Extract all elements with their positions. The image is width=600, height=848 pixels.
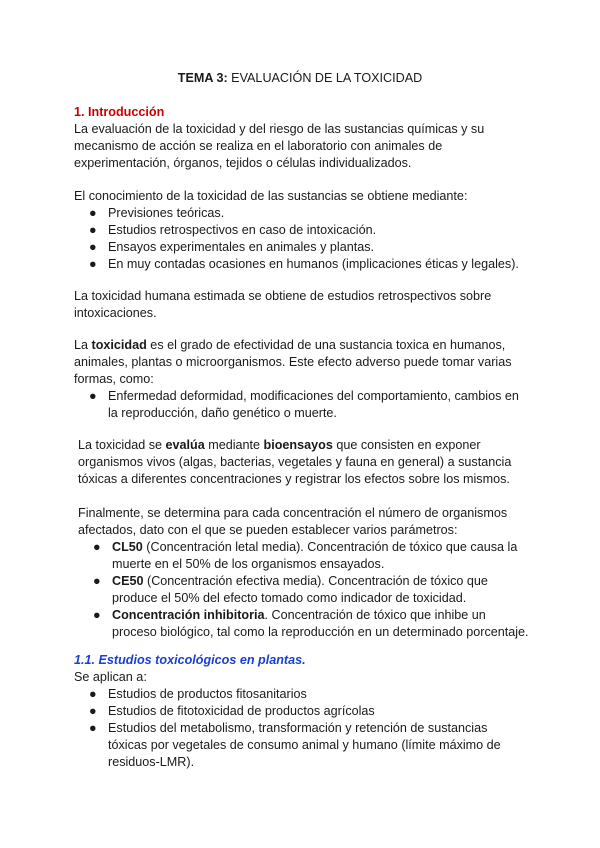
- list-item: ● En muy contadas ocasiones en humanos (implicaciones éticas y legales).: [89, 257, 519, 271]
- evaluation-block: [78, 437, 530, 488]
- term-evalua: evalúa: [165, 438, 205, 452]
- human-tox-block: [74, 288, 530, 322]
- title-bold: TEMA 3:: [177, 71, 228, 85]
- parameters-list: [78, 539, 530, 641]
- list-item: ● Estudios de productos fitosanitarios: [89, 687, 307, 701]
- list-item: ● Estudios de fitotoxicidad de productos agrícolas: [89, 704, 375, 718]
- intro-block: [74, 104, 530, 172]
- knowledge-block: [74, 188, 530, 273]
- plants-lead: Se aplican a:: [74, 670, 147, 684]
- plants-block: [74, 652, 530, 771]
- bullet-icon: ●: [89, 223, 97, 237]
- definition-list: [74, 388, 530, 422]
- bullet-icon: ●: [89, 206, 97, 220]
- intro-paragraph: La evaluación de la toxicidad y del riesgo de las sustancias químicas y su mecanismo de acción se realiza en el laboratorio con animales de experimentación, órganos, tejidos o células individualizados.: [74, 122, 485, 170]
- parameters-block: [78, 505, 530, 641]
- list-item: ● CE50 (Concentración efectiva media). Concentración de tóxico que produce el 50% del efecto tomado como indicador de toxicidad.: [93, 574, 488, 605]
- list-item: ● Estudios retrospectivos en caso de intoxicación.: [89, 223, 377, 237]
- list-item: ● Concentración inhibitoria. Concentración de tóxico que inhibe un proceso biológico, tal como la reproducción en un determinado porcentaje.: [93, 608, 529, 639]
- knowledge-lead: El conocimiento de la toxicidad de las sustancias se obtiene mediante:: [74, 189, 468, 203]
- title-rest: EVALUACIÓN DE LA TOXICIDAD: [227, 71, 423, 85]
- bullet-icon: ●: [89, 240, 97, 254]
- section-heading-introduccion: 1. Introducción: [74, 105, 165, 119]
- plants-list: [74, 686, 530, 771]
- bullet-icon: ●: [89, 687, 97, 701]
- term-toxicidad: toxicidad: [91, 338, 147, 352]
- bullet-icon: ●: [89, 389, 97, 403]
- document-title: [0, 70, 600, 87]
- list-item: ● Ensayos experimentales en animales y plantas.: [89, 240, 375, 254]
- human-tox-paragraph: La toxicidad humana estimada se obtiene de estudios retrospectivos sobre intoxicaciones.: [74, 289, 492, 320]
- knowledge-list: [74, 205, 530, 273]
- bullet-icon: ●: [93, 608, 101, 622]
- term-bioensayos: bioensayos: [263, 438, 333, 452]
- parameters-lead: Finalmente, se determina para cada concentración el número de organismos afectados, dato con el que se pueden establecer varios parámetros:: [78, 506, 508, 537]
- definition-paragraph: La toxicidad es el grado de efectividad de una sustancia toxica en humanos, animales, plantas o microorganismos. Este efecto adverso puede tomar varias formas, como:: [74, 338, 512, 386]
- definition-block: [74, 337, 530, 422]
- bullet-icon: ●: [93, 574, 101, 588]
- evaluation-paragraph: La toxicidad se evalúa mediante bioensayos que consisten en exponer organismos vivos (algas, bacterias, vegetales y fauna en general) a sustancia tóxicas a diferentes concentraciones y registrar los efectos sobre los mismos.: [78, 438, 512, 486]
- section-heading-plantas: 1.1. Estudios toxicológicos en plantas.: [74, 653, 306, 667]
- list-item: ● Previsiones teóricas.: [89, 206, 225, 220]
- bullet-icon: ●: [89, 257, 97, 271]
- list-item: ● Estudios del metabolismo, transformación y retención de sustancias tóxicas por vegetales de consumo animal y humano (límite máximo de residuos-LMR).: [89, 721, 501, 769]
- bullet-icon: ●: [89, 704, 97, 718]
- bullet-icon: ●: [89, 721, 97, 735]
- bullet-icon: ●: [93, 540, 101, 554]
- list-item: ● CL50 (Concentración letal media). Concentración de tóxico que causa la muerte en el 50% de los organismos ensayados.: [93, 540, 518, 571]
- list-item: ● Enfermedad deformidad, modificaciones del comportamiento, cambios en la reproducción, daño genético o muerte.: [89, 389, 519, 420]
